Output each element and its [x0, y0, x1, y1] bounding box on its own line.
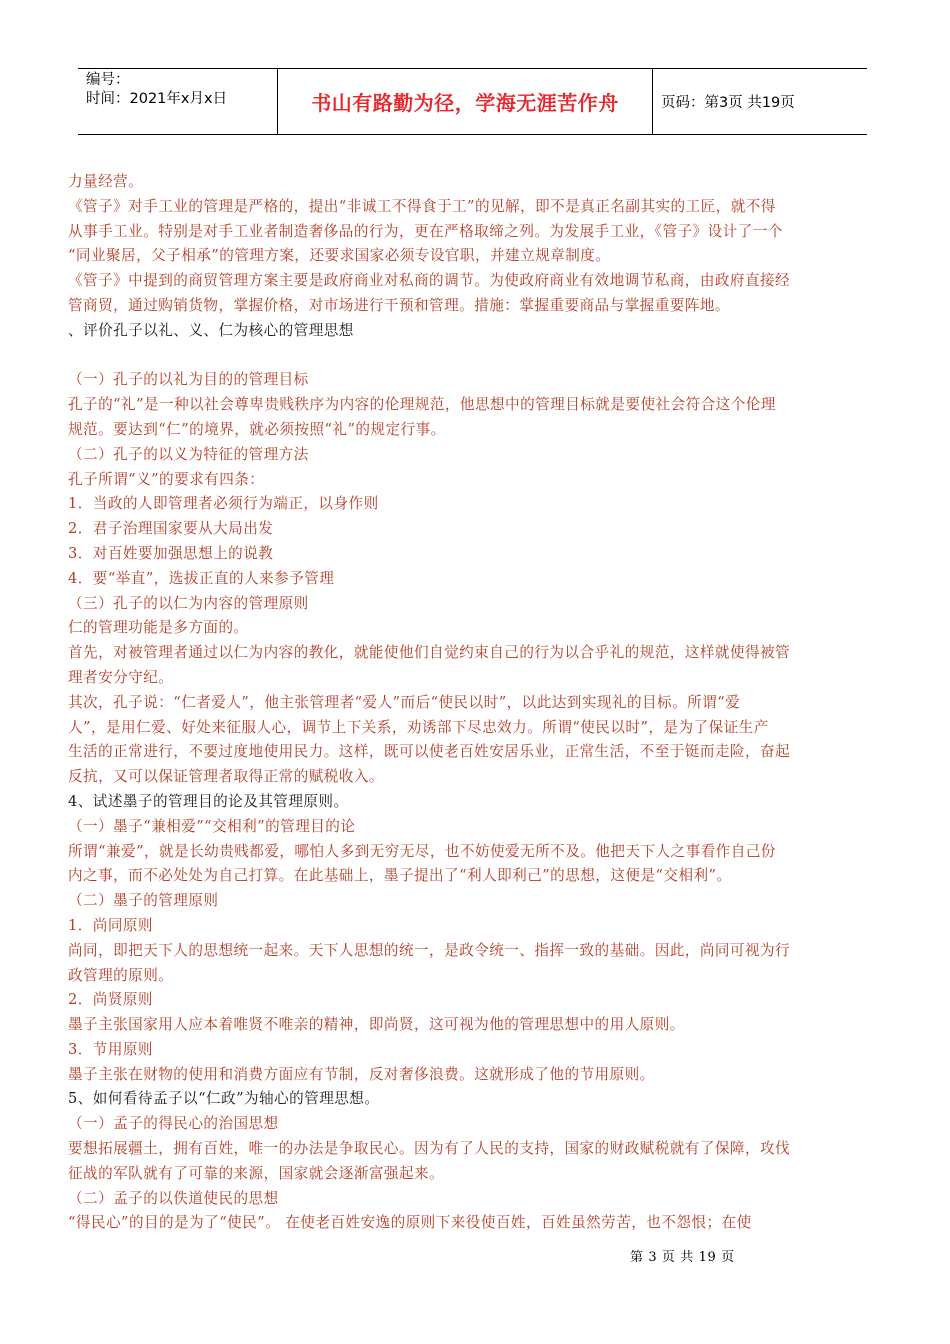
text-line: （一）孔子的以礼为目的的管理目标 [68, 371, 309, 389]
text-line: 墨子主张国家用人应本着唯贤不唯亲的精神，即尚贤，这可视为他的管理思想中的用人原则。 [68, 1016, 685, 1034]
text-line: 首先，对被管理者通过以仁为内容的教化，就能使他们自觉约束自己的行为以合乎礼的规范，这样就使得被管 [68, 644, 791, 662]
text-line: 仁的管理功能是多方面的。 [68, 619, 249, 637]
text-line: 规范。要达到“仁”的境界，就必须按照“礼”的规定行事。 [68, 420, 446, 438]
text-line: 生活的正常进行，不要过度地使用民力。这样，既可以使老百姓安居乐业，正常生活，不至于铤而走险，奋起 [68, 743, 791, 761]
blank-line [68, 344, 880, 369]
text-line: 墨子主张在财物的使用和消费方面应有节制，反对奢侈浪费。这就形成了他的节用原则。 [68, 1065, 655, 1083]
text-line: （一）孟子的得民心的治国思想 [68, 1115, 279, 1133]
page-footer: 第 3 页 共 19 页 [630, 1250, 735, 1265]
text-line: 1．当政的人即管理者必须行为端正，以身作则 [68, 495, 379, 513]
text-line: 3．节用原则 [68, 1040, 153, 1058]
text-line: 内之事，而不必处处为自己打算。在此基础上，墨子提出了“利人即利己”的思想，这便是“交相利”。 [68, 867, 732, 885]
text-line: “同业聚居，父子相承”的管理方案，还要求国家必须专设官职，并建立规章制度。 [68, 247, 611, 265]
text-line: （二）墨子的管理原则 [68, 892, 219, 910]
text-line: 2．君子治理国家要从大局出发 [68, 520, 274, 538]
text-line: 其次，孔子说：“仁者爱人”，他主张管理者“爱人”而后“使民以时”，以此达到实现礼的目标。所谓“爱 [68, 693, 741, 711]
text-line: 反抗，又可以保证管理者取得正常的赋税收入。 [68, 768, 384, 786]
text-line: 孔子所谓“义”的要求有四条： [68, 470, 265, 488]
header-motto: 书山有路勤为径，学海无涯苦作舟 [278, 69, 653, 134]
text-line: 政管理的原则。 [68, 966, 174, 984]
text-line: （二）孔子的以义为特征的管理方法 [68, 445, 309, 463]
text-line: 尚同，即把天下人的思想统一起来。天下人思想的统一，是政令统一、指挥一致的基础。因此，尚同可视为行 [68, 941, 791, 959]
text-line: 力量经营。 [68, 173, 144, 190]
text-line: 所谓“兼爱”，就是长幼贵贱都爱，哪怕人多到无穷无尽，也不妨使爱无所不及。他把天下人之事看作自己份 [68, 842, 776, 860]
text-line: 人”，是用仁爱、好处来征服人心，调节上下关系，劝诱部下尽忠效力。所谓“使民以时”，是为了保证生产 [68, 718, 769, 736]
text-line: 从事手工业。特别是对手工业者制造奢侈品的行为，更在严格取缔之列。为发展手工业，《管子》设计了一个 [68, 222, 783, 240]
text-line: 管商贸，通过购销货物，掌握价格，对市场进行干预和管理。措施：掌握重要商品与掌握重要阵地。 [68, 296, 730, 314]
text-line: 孔子的“礼”是一种以社会尊卑贵贱秩序为内容的伦理规范，他思想中的管理目标就是要使社会符合这个伦理 [68, 396, 776, 414]
doc-number-label: 编号： [86, 72, 130, 88]
doc-date-label: 时间：2021年x月x日 [86, 91, 228, 107]
text-line: 征战的军队就有了可靠的来源，国家就会逐渐富强起来。 [68, 1164, 445, 1182]
header-page-number: 页码：第3页 共19页 [661, 95, 795, 111]
text-line: （一）墨子“兼相爱”“交相利”的管理目的论 [68, 817, 356, 835]
text-line: （三）孔子的以仁为内容的管理原则 [68, 594, 309, 612]
text-line: 3．对百姓要加强思想上的说教 [68, 544, 274, 562]
text-line: 要想拓展疆土，拥有百姓，唯一的办法是争取民心。因为有了人民的支持，国家的财政赋税就有了保障，攻伐 [68, 1140, 791, 1158]
text-line: 理者安分守纪。 [68, 668, 174, 686]
header-meta [78, 69, 278, 134]
text-line: 4．要“举直”，选拔正直的人来参予管理 [68, 569, 335, 587]
text-line: 4、试述墨子的管理目的论及其管理原则。 [68, 792, 349, 810]
text-line: 2．尚贤原则 [68, 991, 153, 1009]
document-body [68, 170, 880, 1236]
text-line: 1．尚同原则 [68, 916, 153, 934]
text-line: 、评价孔子以礼、义、仁为核心的管理思想 [68, 321, 354, 339]
text-line: 5、如何看待孟子以“仁政”为轴心的管理思想。 [68, 1090, 380, 1108]
text-line: （二）孟子的以佚道使民的思想 [68, 1189, 279, 1207]
page-header [78, 68, 867, 135]
text-line: 《管子》中提到的商贸管理方案主要是政府商业对私商的调节。为使政府商业有效地调节私商，由政府直接经 [68, 272, 791, 290]
text-line: 《管子》对手工业的管理是严格的，提出“非诚工不得食于工”的见解，即不是真正名副其实的工匠，就不得 [68, 197, 776, 215]
text-line: “得民心”的目的是为了“使民”。 在使老百姓安逸的原则下来役使百姓，百姓虽然劳苦，也不怨恨；在使 [68, 1214, 752, 1232]
